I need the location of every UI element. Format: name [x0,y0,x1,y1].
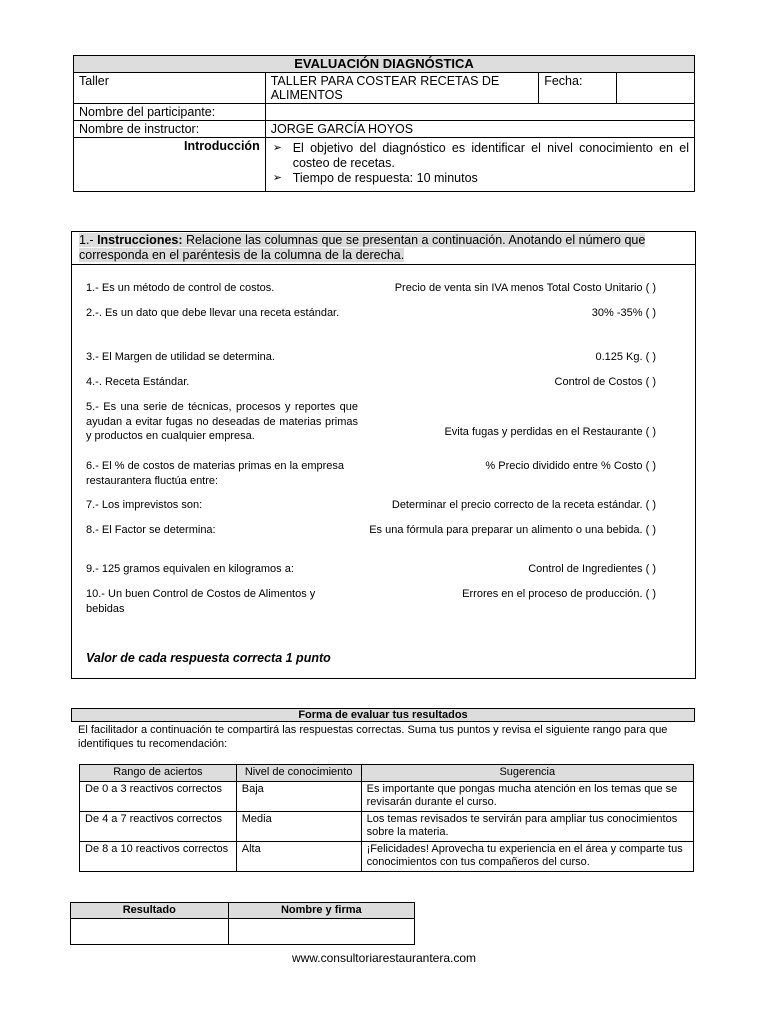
left-item-10: 10.- Un buen Control de Costos de Alimentos y bebidas [86,588,316,615]
range-cell: De 8 a 10 reactivos correctos [80,841,237,871]
intro-list [271,141,689,186]
instructions-header [72,232,695,265]
evaluation-description: El facilitador a continuación te compartirá las respuestas correctas. Suma tus puntos y revisa el siguiente rango para que identifiques tu recomendación: [78,724,668,750]
right-item-9: Control de Ingredientes ( ) [528,563,656,575]
left-item-3: 3.- El Margen de utilidad se determina. [86,351,275,363]
right-item-10: Errores en el proceso de producción. ( ) [462,588,656,600]
table-row [80,841,694,871]
suggestion-header: Sugerencia [361,765,693,782]
document-title: EVALUACIÓN DIAGNÓSTICA [74,56,695,73]
left-item-8: 8.- El Factor se determina: [86,524,216,536]
right-item-5: Evita fugas y perdidas en el Restaurante ( ) [444,426,656,438]
suggestion-cell: ¡Felicidades! Aprovecha tu experiencia en el área y comparte tus conocimientos con tus compañeros del curso. [361,841,693,871]
signature-field[interactable] [228,919,414,945]
right-item-6: % Precio dividido entre % Costo ( ) [485,460,656,472]
fecha-field[interactable] [617,73,695,104]
right-item-3: 0.125 Kg. ( ) [595,351,656,363]
left-item-4: 4.-. Receta Estándar. [86,376,190,388]
fecha-label: Fecha: [539,73,617,104]
left-item-1: 1.- Es un método de control de costos. [86,282,275,294]
instructions-label: Instrucciones: [97,233,183,247]
right-item-7: Determinar el precio correcto de la receta estándar. ( ) [391,499,656,511]
result-table [70,902,415,945]
intro-bullet: ➢ Tiempo de respuesta: 10 minutos [289,171,689,186]
right-item-8: Es una fórmula para preparar un alimento o una bebida. ( ) [369,524,656,536]
table-row [80,811,694,841]
right-item-1: Precio de venta sin IVA menos Total Costo Unitario ( ) [394,282,656,294]
suggestion-cell: Los temas revisados te servirán para ampliar tus conocimientos sobre la materia. [361,811,693,841]
valor-note: Valor de cada respuesta correcta 1 punto [86,651,331,665]
range-cell: De 4 a 7 reactivos correctos [80,811,237,841]
level-cell: Alta [236,841,361,871]
table-row [80,781,694,811]
signature-header: Nombre y firma [228,903,414,919]
taller-value: TALLER PARA COSTEAR RECETAS DE ALIMENTOS [265,73,539,104]
instructions-number: 1.- [79,233,94,247]
left-item-2: 2.-. Es un dato que debe llevar una receta estándar. [86,307,340,319]
evaluation-title: Forma de evaluar tus resultados [71,708,695,722]
level-cell: Media [236,811,361,841]
footer-url: www.consultoriarestaurantera.com [291,951,477,965]
suggestion-cell: Es importante que pongas mucha atención en los temas que se revisarán durante el curso. [361,781,693,811]
left-item-9: 9.- 125 gramos equivalen en kilogramos a: [86,563,294,575]
instructor-label: Nombre de instructor: [74,121,266,138]
instructor-value: JORGE GARCÍA HOYOS [265,121,694,138]
left-item-6: 6.- El % de costos de materias primas en la empresa restaurantera fluctúa entre: [86,460,345,487]
header-table [73,55,695,192]
participante-label: Nombre del participante: [74,104,266,121]
intro-bullet: ➢ El objetivo del diagnóstico es identificar el nivel conocimiento en el costeo de recetas. [289,141,689,171]
instructions-text: Relacione las columnas que se presentan a continuación. Anotando el número que corresponda en el paréntesis de la columna de la derecha. [79,233,646,262]
taller-label: Taller [74,73,266,104]
range-cell: De 0 a 3 reactivos correctos [80,781,237,811]
right-item-2: 30% -35% ( ) [591,307,656,319]
intro-content [265,138,694,192]
participante-field[interactable] [265,104,694,121]
result-field[interactable] [71,919,229,945]
left-item-7: 7.- Los imprevistos son: [86,499,203,511]
level-cell: Baja [236,781,361,811]
range-table [79,764,694,872]
right-item-4: Control de Costos ( ) [554,376,656,388]
range-header: Rango de aciertos [80,765,237,782]
intro-label: Introducción [74,138,266,192]
result-header: Resultado [71,903,229,919]
level-header: Nivel de conocimiento [236,765,361,782]
left-item-5: 5.- Es una serie de técnicas, procesos y reportes que ayudan a evitar fugas no deseadas de materias primas y productos en cualquier empresa. [86,401,358,442]
